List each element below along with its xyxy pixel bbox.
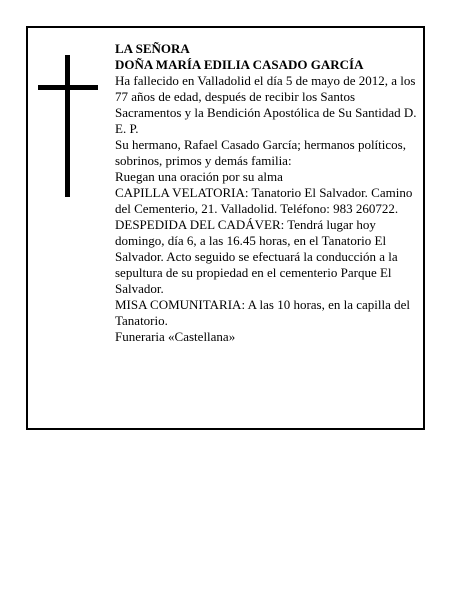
deceased-name: DOÑA MARÍA EDILIA CASADO GARCÍA (115, 57, 364, 72)
notice-title: LA SEÑORA (115, 41, 190, 56)
mass-info: MISA COMUNITARIA: A las 10 horas, en la capilla del Tanatorio. (115, 297, 411, 328)
cross-horizontal-bar (38, 85, 98, 90)
wake-chapel-info: CAPILLA VELATORIA: Tanatorio El Salvador. Camino del Cementerio, 21. Valladolid. Teléfono: 983 260722. (115, 185, 413, 216)
obituary-notice (26, 26, 425, 430)
farewell-info: DESPEDIDA DEL CADÁVER: Tendrá lugar hoy domingo, día 6, a las 16.45 horas, en el Tanatorio El Salvador. Acto seguido se efectuará la conducción a la sepultura de su propiedad en el cementerio Parque El Salvador. (115, 217, 398, 296)
family-list: Su hermano, Rafael Casado García; hermanos políticos, sobrinos, primos y demás familia: (115, 137, 406, 168)
death-announcement: Ha fallecido en Valladolid el día 5 de mayo de 2012, a los 77 años de edad, después de recibir los Santos Sacramentos y la Bendición Apostólica de Su Santidad D. E. P. (115, 73, 417, 136)
obituary-text (115, 41, 421, 345)
latin-cross-icon (38, 55, 98, 197)
cross-vertical-bar (65, 55, 70, 197)
prayer-request: Ruegan una oración por su alma (115, 169, 283, 184)
funeral-home: Funeraria «Castellana» (115, 329, 236, 344)
